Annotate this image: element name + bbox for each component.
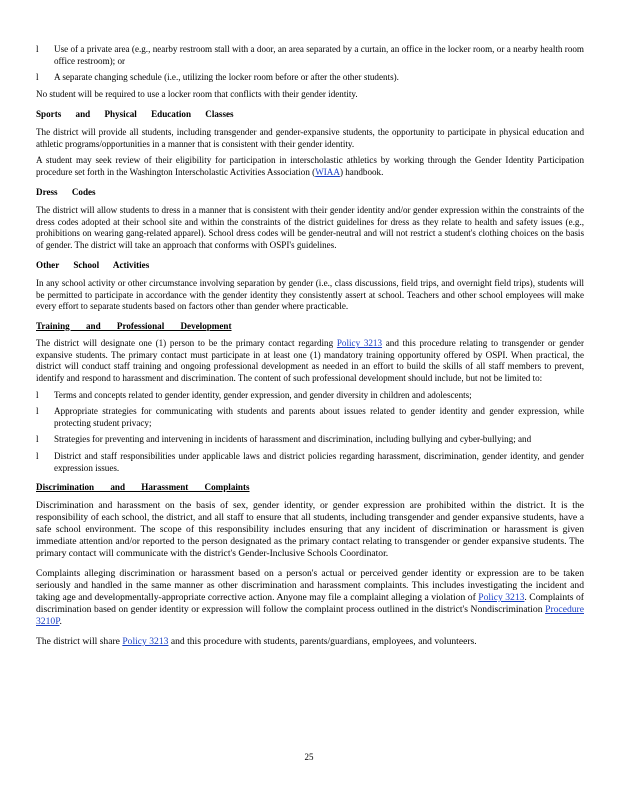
dress-paragraph: The district will allow students to dress in a manner that is consistent with their gender identity and/or gender expression within the constraints of the dress codes adopted at their school site and within the constraints of the district guidelines for dress as they relate to health and safety issues (e.g., prohibitions on wearing gang-related apparel). School dress codes will be gender-neutral and will not restrict a student's clothing choices on the basis of gender. The district will take an approach that conforms with OSPI's guidelines. <box>36 204 584 250</box>
section-heading-sports: Sports and Physical Education Classes <box>36 109 234 120</box>
bullet-mark: l <box>36 451 39 462</box>
section-heading-dress: Dress Codes <box>36 187 96 198</box>
procedure-3210p-link[interactable]: Procedure 3210P <box>36 603 584 627</box>
bullet-mark: l <box>36 389 39 400</box>
section-heading-training: Training and Professional Development <box>36 320 232 331</box>
sports-paragraph-2: A student may seek review of their eligibility for participation in interscholastic athletics by working through the Gender Identity Participation procedure set forth in the Washington Interscholastic Activities Association (WIAA) handbook. <box>36 155 584 177</box>
policy-3213-link[interactable]: Policy 3213 <box>478 591 525 603</box>
discrimination-paragraph-2: Complaints alleging discrimination or harassment based on a person's actual or perceived gender identity or expression are to be taken seriously and handled in the same manner as other discrimination and harassment complaints. This includes investigating the incident and taking age and developmentally-appropriate corrective action. Anyone may file a complaint alleging a violation of Policy 3213. Complaints of discrimination based on gender identity or expression will follow the complaint process outlined in the district's Nondiscrimination Procedure 3210P. <box>36 567 584 627</box>
bullet-mark: l <box>36 44 39 54</box>
discrimination-paragraph-3: The district will share Policy 3213 and this procedure with students, parents/guardians, employees, and volunteers. <box>36 635 477 647</box>
bullet-mark: l <box>36 406 39 417</box>
list-item-text: Appropriate strategies for communicating with students and parents about issues related to gender identity and gender expression, while protecting student privacy; <box>54 406 584 428</box>
list-item-text: A separate changing schedule (i.e., utilizing the locker room before or after the other students). <box>54 72 399 83</box>
list-item <box>36 390 584 402</box>
list-item-text: Use of a private area (e.g., nearby restroom stall with a door, an area separated by a curtain, an office in the locker room, or a nearby health room office restroom); or <box>54 44 584 66</box>
bullet-mark: l <box>36 434 39 445</box>
document-page <box>36 44 584 653</box>
list-item <box>36 451 584 474</box>
list-item-text: District and staff responsibilities under applicable laws and district policies regarding harassment, discrimination, gender identity, and gender expression issues. <box>54 451 584 473</box>
policy-3213-link[interactable]: Policy 3213 <box>336 338 383 349</box>
locker-room-statement: No student will be required to use a locker room that conflicts with their gender identity. <box>36 88 358 99</box>
list-item <box>36 44 584 67</box>
training-paragraph: The district will designate one (1) person to be the primary contact regarding Policy 3213 and this procedure relating to transgender or gender expansive students. The primary contact must participate in at least one (1) mandatory training opportunity offered by OSPI. When practical, the district will conduct staff training and ongoing professional development as needed in an effort to build the skills of all staff members to prevent, identify and respond to harassment and discrimination. The content of such professional development should include, but not be limited to: <box>36 338 584 384</box>
list-item <box>36 72 584 84</box>
wiaa-link[interactable]: WIAA <box>315 166 340 177</box>
list-item <box>36 434 584 446</box>
policy-3213-link[interactable]: Policy 3213 <box>122 635 169 647</box>
section-heading-other: Other School Activities <box>36 260 150 271</box>
other-paragraph: In any school activity or other circumstance involving separation by gender (i.e., class discussions, field trips, and overnight field trips), students will be permitted to participate in accordance with the gender identity they consistently assert at school. Teachers and other school employees will make every effort to separate students based on factors other than gender where practicable. <box>36 277 584 312</box>
section-heading-discrimination: Discrimination and Harassment Complaints <box>36 482 250 493</box>
list-item <box>36 406 584 429</box>
list-item-text: Strategies for preventing and intervening in incidents of harassment and discrimination, including bullying and cyber-bullying; and <box>54 434 532 445</box>
list-item-text: Terms and concepts related to gender identity, gender expression, and gender diversity in children and adolescents; <box>54 389 472 400</box>
bullet-mark: l <box>36 72 39 83</box>
discrimination-paragraph-1: Discrimination and harassment on the basis of sex, gender identity, or gender expression are prohibited within the district. It is the responsibility of each school, the district, and all staff to ensure that all students, including transgender and gender expansive students, have a safe school environment. The scope of this responsibility includes ensuring that any incident of discrimination or harassment is given immediate attention and/or reported to the person designated as the primary contact relating to transgender or gender expansive students. The primary contact will communicate with the district's Gender-Inclusive Schools Coordinator. <box>36 499 584 559</box>
page-number: 25 <box>304 752 314 762</box>
sports-paragraph-1: The district will provide all students, including transgender and gender-expansive students, the opportunity to participate in physical education and athletic programs/opportunities in a manner that is consistent with their gender identity. <box>36 126 584 149</box>
